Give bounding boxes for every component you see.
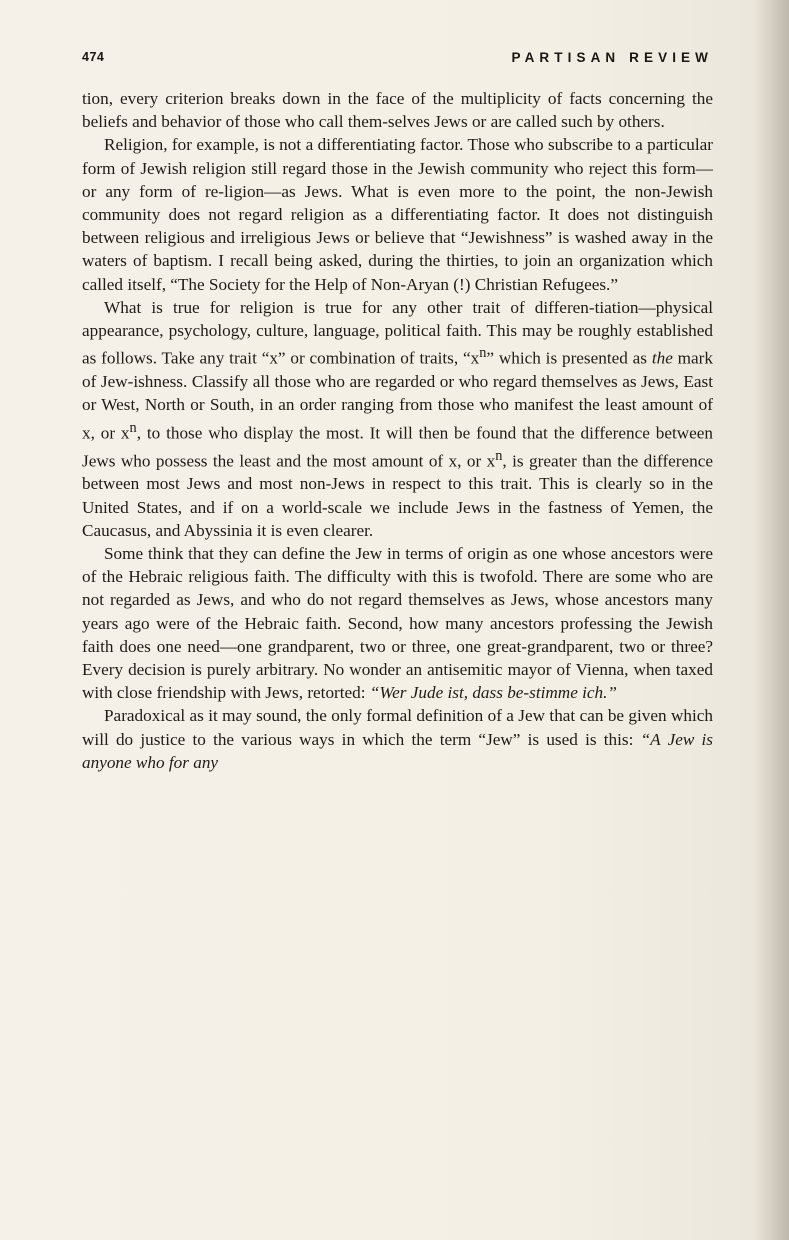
paragraph-text: Some think that they can define the Jew in terms of origin as one whose ancestors were of the Hebraic religious faith. The difficulty with this is twofold. There are some who are not regarded as Jews, and who do not regard themselves as Jews, whose ancestors many years ago were of the Hebraic faith. Second, how many ancestors professing the Jewish faith does one need—one grandparent, two or three, one great-grandparent, two or three? Every decision is purely arbitrary. No wonder an antisemitic mayor of Vienna, when taxed with close friendship with Jews, retorted: xyxy=(82,544,713,703)
superscript: n xyxy=(129,419,137,436)
italic-quote: “A Jew is anyone who for any xyxy=(82,729,713,772)
paragraph-text: Religion, for example, is not a differentiating factor. Those who subscribe to a particular form of Jewish religion still regard those in the Jewish community who reject this form—or any form of re-ligion—as Jews. What is even more to the point, the non-Jewish community does not regard religion as a differentiating factor. It does not distinguish between religious and irreligious Jews or believe that “Jewishness” is washed away in the waters of baptism. I recall being asked, during the thirties, to join an organization which called itself, “The Society for the Help of Non-Aryan (!) Christian Refugees.” xyxy=(82,135,713,294)
page-number: 474 xyxy=(82,50,105,64)
superscript: n xyxy=(479,345,487,362)
journal-title: PARTISAN REVIEW xyxy=(511,50,713,65)
running-head xyxy=(82,50,713,74)
paragraph-text: mark of Jew-ishness. Classify all those who are regarded or who regard themselves as Jews, East or West, North or South, in an order ranging from those who manifest the least amount of x, or x xyxy=(82,348,713,443)
paragraph-traits xyxy=(82,296,713,542)
italic-quote: “Wer Jude ist, dass be-stimme ich.” xyxy=(369,683,617,703)
paragraph-text: tion, every criterion breaks down in the face of the multiplicity of facts concerning the beliefs and behavior of those who call them-selves Jews or are called such by others. xyxy=(82,89,713,132)
paragraph-text: What is true for religion is true for any other trait of differen-tiation—physical appearance, psychology, culture, language, political faith. This may be roughly established as follows. Take any trait “x” or combination of traits, “x xyxy=(82,297,713,368)
superscript: n xyxy=(495,447,503,464)
page-binding-shadow xyxy=(755,0,789,1240)
paragraph-continued xyxy=(82,87,713,133)
emphasis: the xyxy=(651,348,673,368)
paragraph-text: , to those who display the most. It will then be found that the difference between Jews who possess the least and the most amount of x, or x xyxy=(82,423,713,471)
paragraph-origin xyxy=(82,542,713,704)
body-text xyxy=(82,87,713,774)
paragraph-definition xyxy=(82,704,713,774)
paragraph-text: Paradoxical as it may sound, the only formal definition of a Jew that can be given which will do justice to the various ways in which the term “Jew” is used is this: xyxy=(82,706,713,749)
paragraph-religion xyxy=(82,133,713,295)
paragraph-text: ” which is presented as xyxy=(486,348,652,368)
paragraph-text: , is greater than the difference between most Jews and most non-Jews in respect to this trait. This is clearly so in the United States, and if on a world-scale we include Jews in the fastness of Yemen, the Caucasus, and Abyssinia it is even clearer. xyxy=(82,451,713,540)
